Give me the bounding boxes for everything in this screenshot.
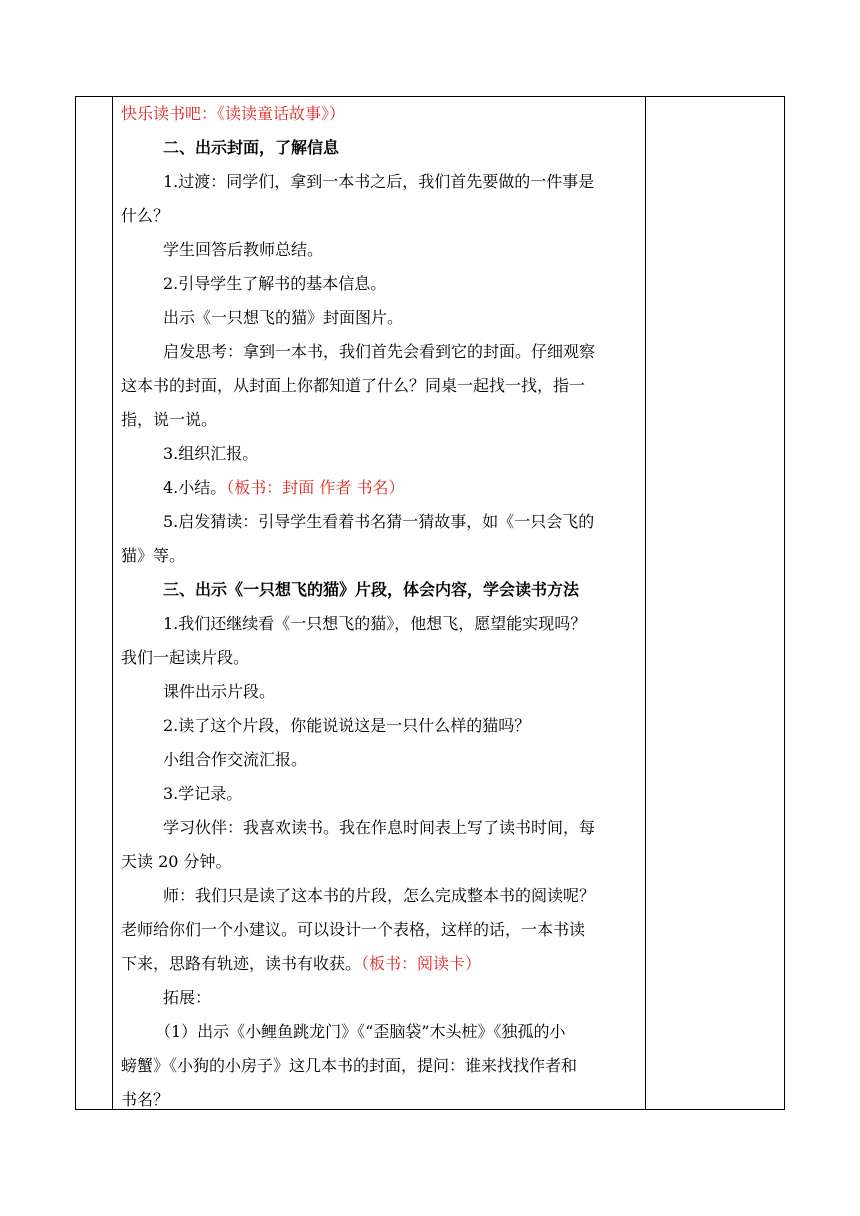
text-line: （1）出示《小鲤鱼跳龙门》《“歪脑袋”木头桩》《独孤的小 [155,1022,566,1041]
section-heading: 二、出示封面，了解信息 [163,138,340,157]
text-line: 3.学记录。 [163,784,243,803]
section-heading: 三、出示《一只想飞的猫》片段，体会内容，学会读书方法 [163,580,580,599]
text-line: 老师给你们一个小建议。可以设计一个表格，这样的话，一本书读 [121,920,586,939]
board-note: （板书：阅读卡） [361,954,482,973]
text-line: 课件出示片段。 [163,682,276,701]
text-line: 2.读了这个片段，你能说说这是一只什么样的猫吗？ [163,716,531,735]
text-line: 4.小结。（板书：封面 作者 书名） [163,478,405,497]
column-divider [645,97,646,1109]
column-divider [112,97,113,1109]
text-line: 天读 20 分钟。 [121,852,232,871]
text-line: 指，说一说。 [121,410,218,429]
text-line: 出示《一只想飞的猫》封面图片。 [163,308,404,327]
text-line: 1.过渡：同学们，拿到一本书之后，我们首先要做的一件事是 [163,172,595,191]
text-line: 学生回答后教师总结。 [163,240,324,259]
text-line: 什么？ [121,206,170,225]
text-line: 1.我们还继续看《一只想飞的猫》，他想飞，愿望能实现吗？ [163,614,587,633]
text-line: 螃蟹》《小狗的小房子》这几本书的封面，提问：谁来找找作者和 [121,1056,578,1075]
text-line: 下来，思路有轨迹，读书有收获。（板书：阅读卡） [121,954,482,973]
text-line: 拓展： [163,988,212,1007]
text-line: 我们一起读片段。 [121,648,250,667]
text-line: 小组合作交流汇报。 [163,750,308,769]
text-line: 快乐读书吧：《读读童话故事》） [121,104,346,123]
text-line: 学习伙伴：我喜欢读书。我在作息时间表上写了读书时间，每 [163,818,596,837]
text-line: 3.组织汇报。 [163,444,259,463]
text-line: 5.启发猜读：引导学生看着书名猜一猜故事，如《一只会飞的 [163,512,595,531]
text-line: 这本书的封面，从封面上你都知道了什么？同桌一起找一找，指一 [121,376,586,395]
text-line: 启发思考：拿到一本书，我们首先会看到它的封面。仔细观察 [163,342,596,361]
board-note: （板书：封面 作者 书名） [226,478,405,497]
text-line: 猫》等。 [121,546,186,565]
text-line: 2.引导学生了解书的基本信息。 [163,274,387,293]
text-line: 书名？ [121,1090,170,1109]
text-line: 师：我们只是读了这本书的片段，怎么完成整本书的阅读呢？ [163,886,596,905]
